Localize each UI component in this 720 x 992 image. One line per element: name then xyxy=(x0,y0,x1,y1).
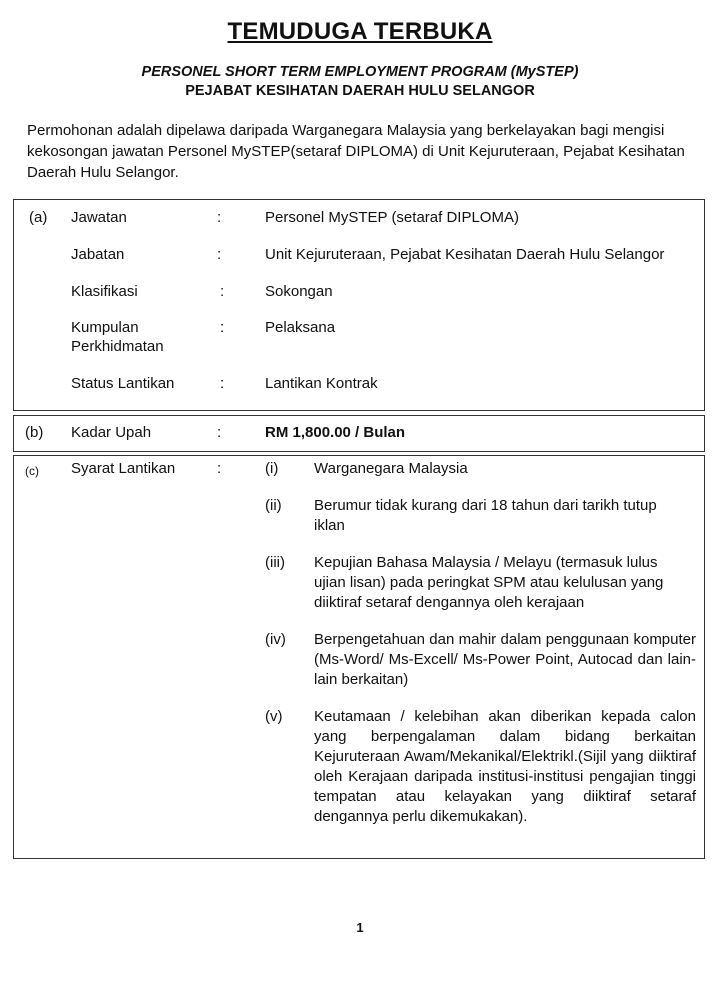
status-lantikan-label: Status Lantikan xyxy=(71,375,175,392)
kadar-upah-value: RM 1,800.00 / Bulan xyxy=(265,424,406,441)
colon: : xyxy=(217,460,222,477)
colon: : xyxy=(217,246,222,263)
program-subtitle: PERSONEL SHORT TERM EMPLOYMENT PROGRAM (MySTEP) xyxy=(141,64,579,80)
kumpulan-value: Pelaksana xyxy=(265,319,336,336)
klasifikasi-label: Klasifikasi xyxy=(71,283,138,300)
jawatan-label: Jawatan xyxy=(71,209,127,226)
status-lantikan-value: Lantikan Kontrak xyxy=(265,375,378,392)
intro-paragraph: Permohonan adalah dipelawa daripada Warganegara Malaysia yang berkelayakan bagi mengisi kekosongan jawatan Personel MySTEP(setaraf DIPLOMA) di Unit Kejuruteraan, Pejabat Kesihatan Daerah Hulu Selangor. xyxy=(27,122,685,181)
item-number: (v) xyxy=(265,708,283,725)
colon: : xyxy=(220,375,225,392)
jabatan-value: Unit Kejuruteraan, Pejabat Kesihatan Daerah Hulu Selangor xyxy=(265,246,665,263)
office-subtitle: PEJABAT KESIHATAN DAERAH HULU SELANGOR xyxy=(185,83,535,99)
requirement-item: Kepujian Bahasa Malaysia / Melayu (termasuk lulus ujian lisan) pada peringkat SPM atau kelulusan yang diiktiraf setaraf dengannya oleh kerajaan xyxy=(314,554,664,611)
item-number: (ii) xyxy=(265,497,282,514)
section-b-box xyxy=(13,415,705,452)
jawatan-value: Personel MySTEP (setaraf DIPLOMA) xyxy=(265,209,519,226)
item-number: (i) xyxy=(265,460,279,477)
item-number: (iv) xyxy=(265,631,286,648)
item-number: (iii) xyxy=(265,554,285,571)
colon: : xyxy=(217,424,222,441)
syarat-lantikan-label: Syarat Lantikan xyxy=(71,460,176,477)
section-c-marker: (c) xyxy=(25,464,39,478)
requirement-item: Berpengetahuan dan mahir dalam penggunaan komputer (Ms-Word/ Ms-Excell/ Ms-Power Point, Autocad dan lain-lain berkaitan) xyxy=(314,631,696,688)
klasifikasi-value: Sokongan xyxy=(265,283,333,300)
section-b-marker: (b) xyxy=(25,424,44,441)
colon: : xyxy=(217,209,222,226)
page-title: TEMUDUGA TERBUKA xyxy=(227,18,493,45)
kumpulan-label-line2: Perkhidmatan xyxy=(71,338,164,355)
jabatan-label: Jabatan xyxy=(71,246,125,263)
requirement-item: Berumur tidak kurang dari 18 tahun dari tarikh tutup iklan xyxy=(314,497,657,534)
section-c-box xyxy=(13,455,705,859)
section-a-box xyxy=(13,199,705,411)
colon: : xyxy=(220,283,225,300)
colon: : xyxy=(220,319,225,336)
section-a-marker: (a) xyxy=(29,209,48,226)
kadar-upah-label: Kadar Upah xyxy=(71,424,152,441)
requirement-item: Keutamaan / kelebihan akan diberikan kepada calon yang berpengalaman dalam bidang berkaitan Kejuruteraan Awam/Mekanikal/Elektrikl.(Sijil yang diiktiraf oleh Kerajaan daripada institusi-institusi pengajian tinggi tempatan atau kelayakan yang diiktiraf setaraf dengannya perlu dikemukakan). xyxy=(314,708,696,825)
page-number: 1 xyxy=(356,920,364,935)
kumpulan-label-line1: Kumpulan xyxy=(71,319,139,336)
requirement-item: Warganegara Malaysia xyxy=(314,460,468,477)
